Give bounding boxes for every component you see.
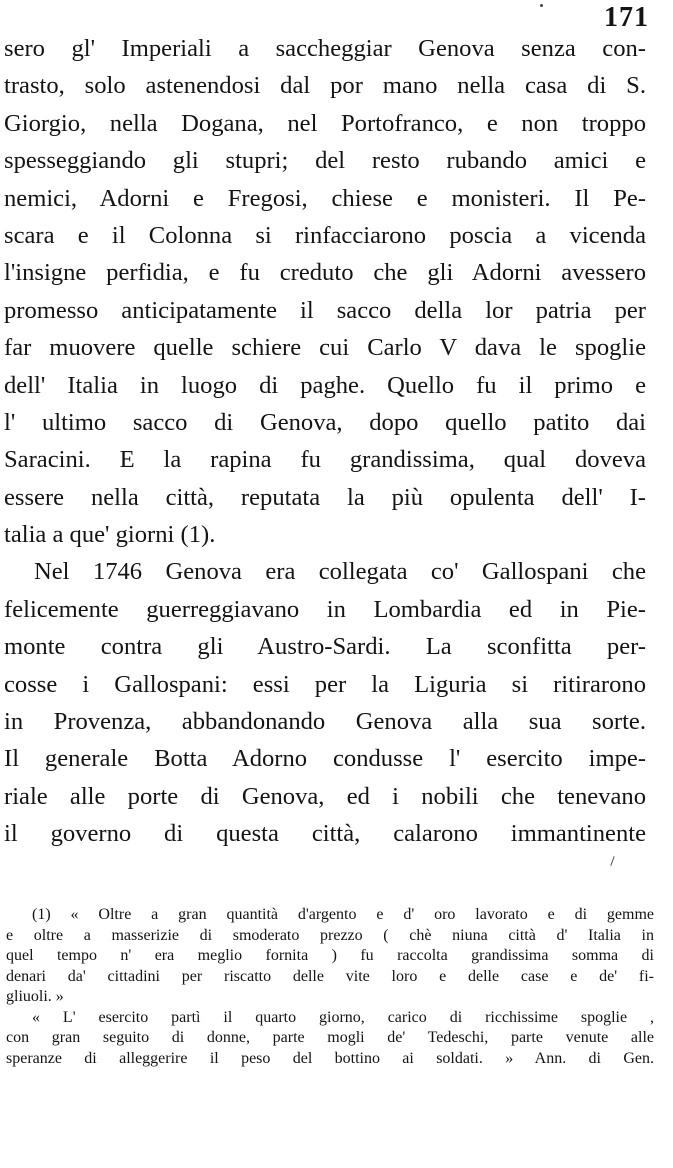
text-line: promesso anticipatamente il sacco della lor patria per [4, 296, 646, 324]
text-line: nemici, Adorni e Fregosi, chiese e monisteri. Il Pe- [4, 184, 646, 212]
text-line: sero gl' Imperiali a saccheggiar Genova senza con- [4, 35, 646, 62]
footnote-line: denari da' cittadini per riscatto delle vite loro e delle case e de' fi- [6, 967, 654, 985]
text-line: talia a que' giorni (1). [4, 521, 216, 549]
ink-speck [540, 4, 543, 7]
text-line: Giorgio, nella Dogana, nel Portofranco, e non troppo [4, 109, 646, 137]
text-line: cosse i Gallospani: essi per la Liguria si ritirarono [4, 670, 646, 698]
footnote-line: e oltre a masserizie di smoderato prezzo ( chè niuna città d' Italia in [6, 926, 654, 944]
footnote-line: gliuoli. » [6, 988, 64, 1005]
text-line: monte contra gli Austro-Sardi. La sconfitta per- [4, 633, 646, 661]
text-line: trasto, solo astenendosi dal por mano nella casa di S. [4, 72, 646, 100]
text-line: riale alle porte di Genova, ed i nobili che tenevano [4, 782, 646, 810]
text-line: l' ultimo sacco di Genova, dopo quello patito dai [4, 408, 646, 436]
text-line: il governo di questa città, calarono immantinente [4, 820, 646, 848]
text-line: l'insigne perfidia, e fu creduto che gli Adorni avessero [4, 259, 646, 287]
text-line: Nel 1746 Genova era collegata co' Gallospani che [34, 558, 646, 586]
footnote-line: quel tempo n' era meglio fornita ) fu raccolta grandissima somma di [6, 947, 654, 964]
text-line: spesseggiando gli stupri; del resto rubando amici e [4, 147, 646, 175]
footnote-line: (1) « Oltre a gran quantità d'argento e d' oro lavorato e di gemme [32, 906, 654, 923]
text-line: Saracini. E la rapina fu grandissima, qual doveva [4, 446, 646, 474]
main-text [4, 30, 646, 853]
text-line: far muovere quelle schiere cui Carlo V dava le spoglie [4, 334, 646, 362]
page-number: 171 [604, 2, 649, 33]
footnote-line: « L' esercito partì il quarto giorno, carico di ricchissime spoglie , [32, 1008, 654, 1026]
text-line: dell' Italia in luogo di paghe. Quello fu il primo e [4, 371, 646, 399]
footnote-line: speranze di alleggerire il peso del bottino ai soldati. » Ann. di Gen. [6, 1049, 654, 1067]
stray-mark [610, 856, 614, 866]
text-line: Il generale Botta Adorno condusse l' esercito impe- [4, 745, 646, 773]
text-line: scara e il Colonna si rinfacciarono poscia a vicenda [4, 221, 646, 249]
footnote-line: con gran seguito di donne, parte mogli de' Tedeschi, parte venute alle [6, 1029, 654, 1046]
text-line: essere nella città, reputata la più opulenta dell' I- [4, 483, 646, 511]
footnotes [6, 905, 654, 1069]
text-line: felicemente guerreggiavano in Lombardia ed in Pie- [4, 595, 646, 623]
text-line: in Provenza, abbandonando Genova alla sua sorte. [4, 708, 646, 736]
